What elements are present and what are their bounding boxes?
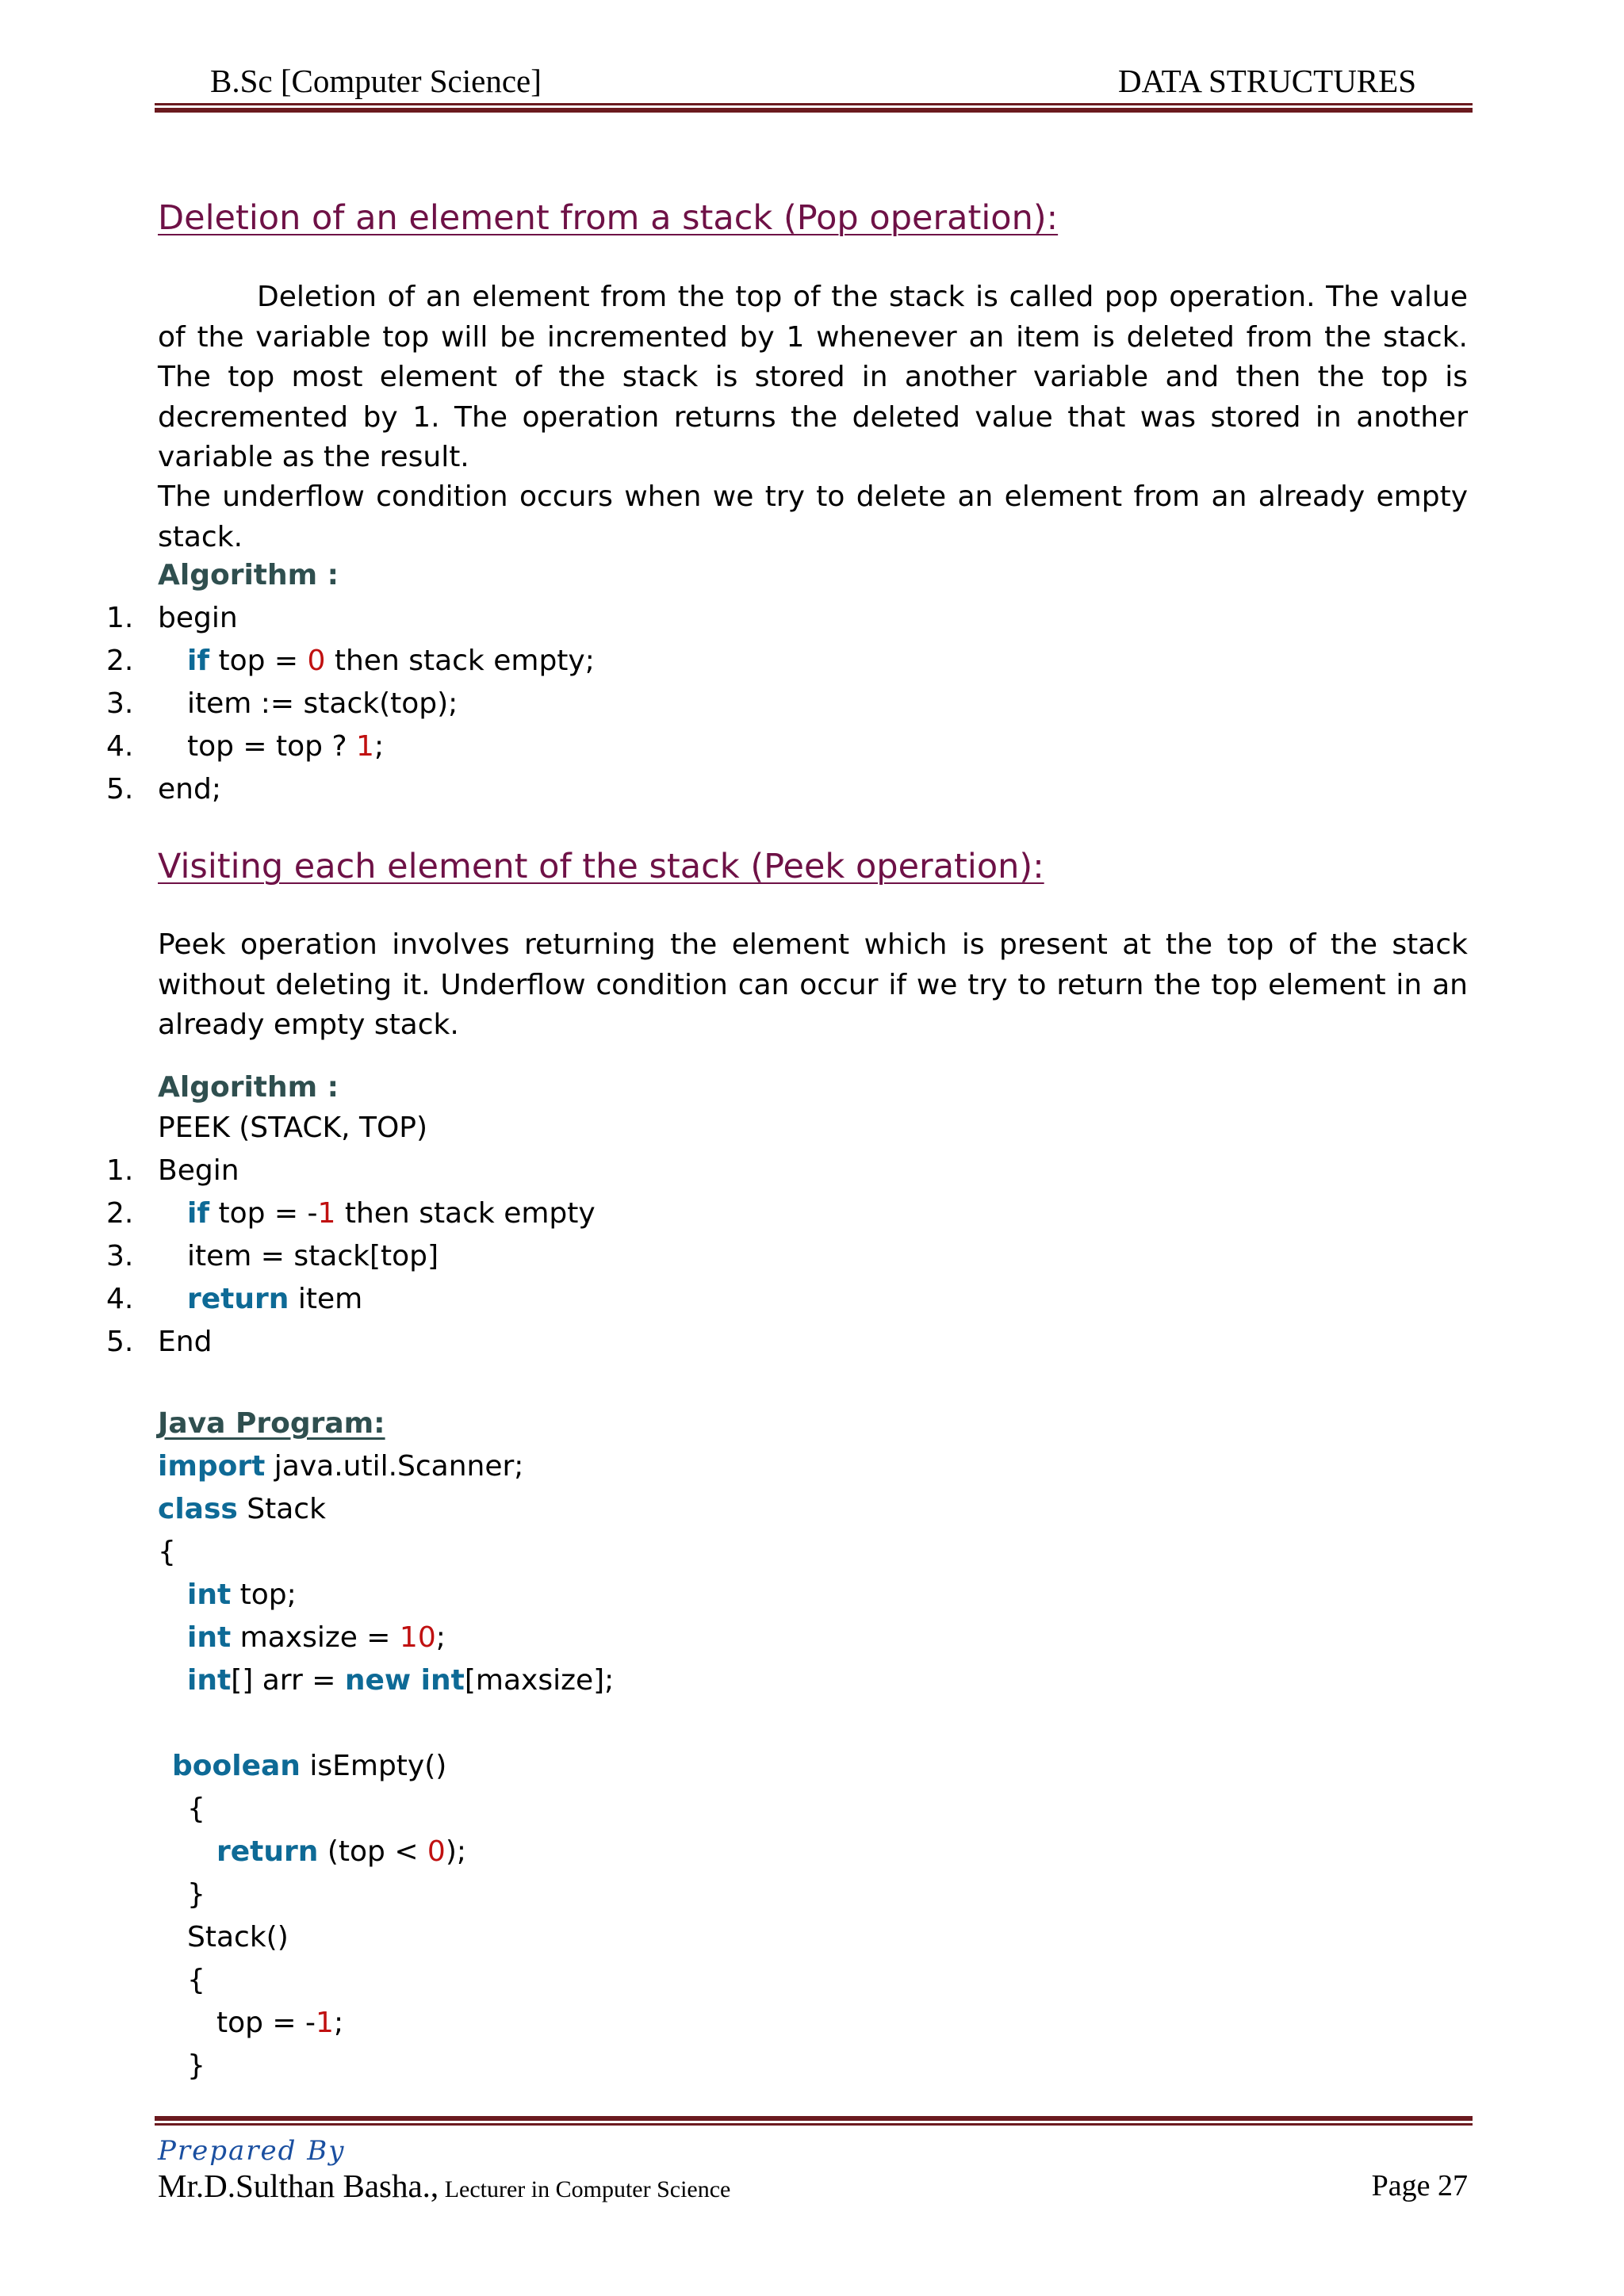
pop-paragraph: Deletion of an element from the top of the stack is called pop operation. The value of the variable top will be incremented by 1 whenever an item is deleted from the stack. The top most element of the stack is stored in another variable and then the top is decremented by 1. The operation returns the deleted value that was stored in another variable as the result. <box>158 281 1468 473</box>
pop-step-number: 5. <box>106 773 134 806</box>
header-rule-thick <box>155 108 1473 113</box>
pop-step-begin: begin <box>158 602 238 634</box>
peek-paragraph: Peek operation involves returning the element which is present at the top of the stack without deleting it. Underflow condition can occur if we try to return the top element in an already empty stack. <box>158 928 1468 1041</box>
prepared-by: Prepared By <box>158 2135 346 2167</box>
pop-step-end: end; <box>158 773 221 806</box>
peek-step-number: 5. <box>106 1326 134 1358</box>
pop-step-number: 2. <box>106 645 134 677</box>
peek-step-return: return item <box>187 1283 363 1315</box>
peek-step-number: 4. <box>106 1283 134 1315</box>
peek-signature: PEEK (STACK, TOP) <box>158 1112 428 1144</box>
header-rule-thin <box>155 103 1473 105</box>
pop-step-number: 1. <box>106 602 134 634</box>
peek-step-assign-item: item = stack[top] <box>187 1240 439 1272</box>
footer-rule-thick <box>155 2116 1473 2121</box>
pop-step-assign-item: item := stack(top); <box>187 687 458 720</box>
code-line-isempty-signature: boolean isEmpty() <box>172 1750 447 1782</box>
pop-heading: Deletion of an element from a stack (Pop operation): <box>158 198 1059 238</box>
underflow-paragraph: The underflow condition occurs when we try to delete an element from an already empty stack. <box>158 480 1468 553</box>
peek-step-number: 3. <box>106 1240 134 1272</box>
page-number: Page 27 <box>1371 2169 1468 2202</box>
footer-rule-thin <box>155 2123 1473 2126</box>
code-line-isempty-return: return (top < 0); <box>216 1835 467 1868</box>
pop-algorithm-label: Algorithm : <box>158 559 339 591</box>
code-line-import: import java.util.Scanner; <box>158 1450 524 1483</box>
code-line-isempty-close: } <box>187 1878 205 1911</box>
code-line-array-field: int[] arr = new int[maxsize]; <box>187 1664 615 1697</box>
peek-step-number: 1. <box>106 1154 134 1187</box>
code-line-isempty-open: { <box>187 1793 205 1825</box>
code-line-constructor-open: { <box>187 1964 205 1996</box>
code-line-constructor-close: } <box>187 2049 205 2082</box>
code-line-maxsize-field: int maxsize = 10; <box>187 1621 446 1654</box>
peek-step-number: 2. <box>106 1197 134 1230</box>
peek-algorithm-label: Algorithm : <box>158 1071 339 1104</box>
pop-step-number: 4. <box>106 730 134 763</box>
peek-step-begin: Begin <box>158 1154 239 1187</box>
java-program-label: Java Program: <box>158 1407 385 1440</box>
peek-step-check-empty: if top = -1 then stack empty <box>187 1197 596 1230</box>
code-line-top-field: int top; <box>187 1578 297 1611</box>
header-subject: DATA STRUCTURES <box>1117 63 1416 99</box>
pop-step-decrement: top = top ? 1; <box>187 730 385 763</box>
code-line-constructor: Stack() <box>187 1921 289 1954</box>
peek-heading: Visiting each element of the stack (Peek operation): <box>158 847 1044 886</box>
code-line-constructor-body: top = -1; <box>216 2007 344 2039</box>
code-line-open-brace: { <box>158 1536 176 1568</box>
author-line: Mr.D.Sulthan Basha., Lecturer in Computer Science <box>158 2168 731 2204</box>
header-course: B.Sc [Computer Science] <box>210 63 542 99</box>
code-line-class: class Stack <box>158 1493 326 1525</box>
pop-step-number: 3. <box>106 687 134 720</box>
peek-step-end: End <box>158 1326 213 1358</box>
pop-step-check-empty: if top = 0 then stack empty; <box>187 645 595 677</box>
